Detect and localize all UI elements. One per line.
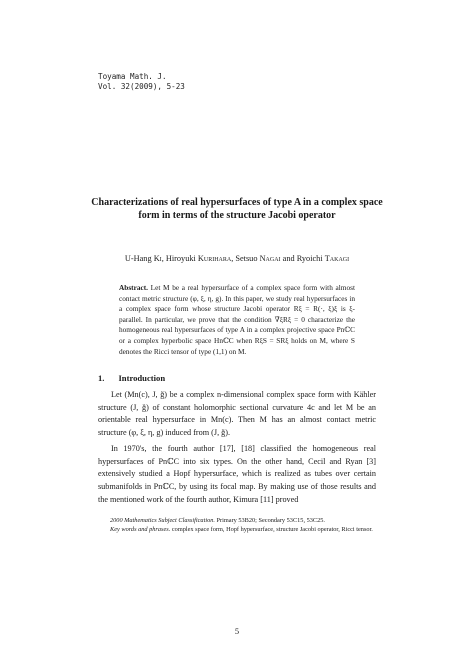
journal-name: Toyama Math. J. <box>98 72 167 81</box>
footnote-keywords <box>98 526 376 535</box>
author-sep-1: , Hiroyuki <box>161 254 198 263</box>
author-sep-3: and Ryoichi <box>280 254 325 263</box>
author-2-last: Kurihara <box>197 254 232 263</box>
footnote-keywords-label: Key words and phrases. <box>110 525 171 533</box>
abstract <box>119 283 355 357</box>
footnote-msc-label: 2000 Mathematics Subject Classification. <box>110 517 215 524</box>
abstract-text: Let M be a real hypersurface of a complex space form with almost contact metric structure (φ, ξ, η, g). In this paper, we study real hypersurfaces in a complex space form whose structure Jacobi operator Rξ = R(·, ξ)ξ is ξ-parallel. In particular, we prove that the condition ∇̄ξRξ = 0 characterize the homogeneous real hypersurfaces of type A in a complex projective space PnℂC or a complex hyperbolic space HnℂC when RξS = SRξ holds on M, where S denotes the Ricci tensor of type (1,1) on M. <box>119 283 355 356</box>
author-4-last: Takagi <box>324 254 350 263</box>
section-number: 1. <box>98 373 105 383</box>
body-text <box>98 389 376 509</box>
page-number: 5 <box>234 627 240 636</box>
author-list <box>70 254 404 263</box>
author-1-last: Ki <box>153 254 162 263</box>
journal-header <box>98 72 185 92</box>
author-sep-2: , Setsuo <box>231 254 260 263</box>
paper-title: Characterizations of real hypersurfaces of type A in a complex space form in terms of the structure Jacobi operator <box>91 197 383 221</box>
abstract-label: Abstract. <box>119 283 148 292</box>
section-title: Introduction <box>118 373 166 383</box>
footnotes <box>98 517 376 534</box>
author-3-last: Nagai <box>259 254 281 263</box>
author-1-first: U-Hang <box>124 254 154 263</box>
paragraph-1: Let (Mn(c), J, ğ) be a complex n-dimensional complex space form with Kähler structure (J, ğ) of constant holomorphic sectional curvature 4c and let M be an orientable real hypersurface in Mn(c). Then M has an almost contact metric structure (φ, ξ, η, g) induced from (J, ğ). <box>98 390 376 438</box>
section-heading <box>98 373 165 383</box>
paragraph-2: In 1970's, the fourth author [17], [18] classified the homogeneous real hypersurfaces of PnℂC into six types. On the other hand, Cecil and Ryan [3] extensively studied a Hopf hypersurface, which is realized as tubes over certain submanifolds in PnℂC, by using its focal map. By making use of those results and the mentioned work of the fourth author, Kimura [11] proved <box>98 443 376 504</box>
footnote-msc <box>98 517 376 526</box>
footnote-keywords-text: complex space form, Hopf hypersurface, structure Jacobi operator, Ricci tensor. <box>170 525 373 533</box>
journal-volume: Vol. 32(2009), 5-23 <box>98 82 185 91</box>
footnote-msc-text: Primary 53B20; Secondary 53C15, 53C25. <box>214 517 325 524</box>
